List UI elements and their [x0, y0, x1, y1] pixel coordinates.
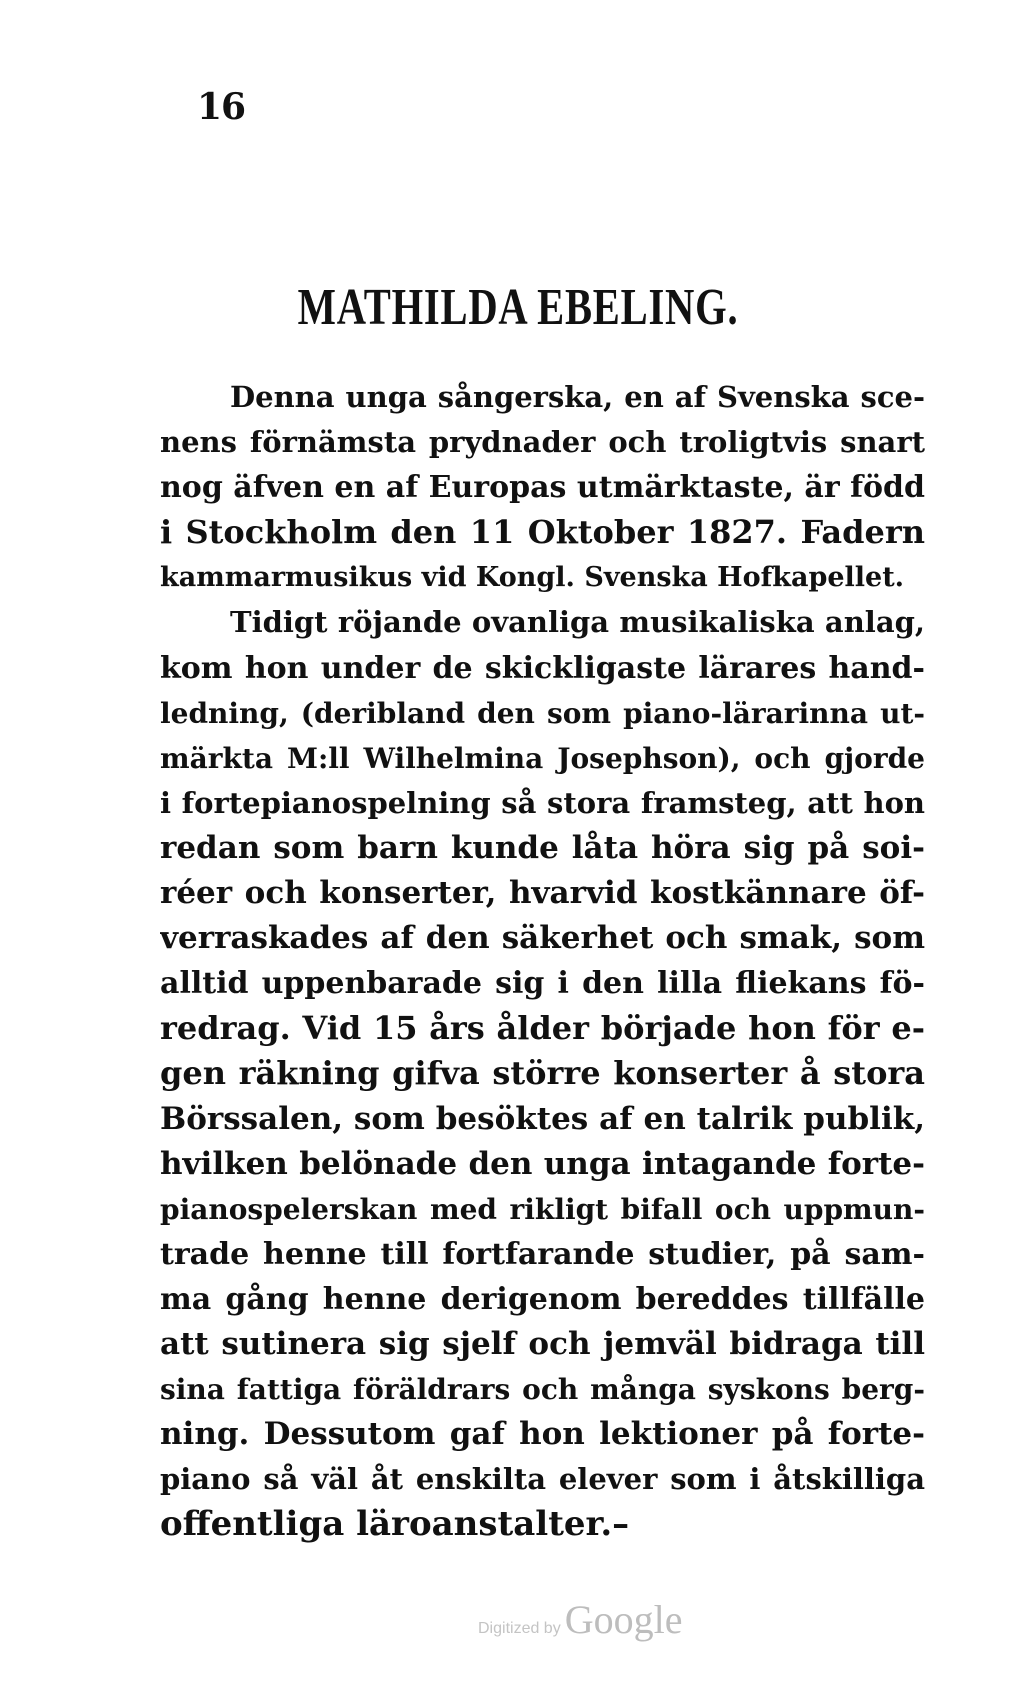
text-line: att sutinera sig sjelf och jemväl bidraga till	[160, 1325, 925, 1362]
text-line: redrag. Vid 15 års ålder började hon för e-	[160, 1009, 925, 1048]
google-logo-icon: Google	[564, 1597, 683, 1642]
text-line: alltid uppenbarade sig i den lilla fliekans fö-	[160, 966, 925, 1002]
text-line: Denna unga sångerska, en af Svenska sce-	[230, 380, 925, 414]
article-title: MATHILDA EBELING.	[297, 279, 739, 336]
text-line: nens förnämsta prydnader och troligtvis snart	[160, 425, 925, 460]
text-line: i Stockholm den 11 Oktober 1827. Fadern	[160, 513, 925, 552]
text-line: sina fattiga föräldrars och många syskons berg-	[160, 1373, 925, 1407]
text-line: ledning, (deribland den som piano-lärarinna ut-	[160, 696, 925, 730]
text-line: trade henne till fortfarande studier, på sam-	[160, 1236, 925, 1272]
text-line: réer och konserter, hvarvid kostkännare öf-	[160, 875, 925, 912]
text-line: redan som barn kunde låta höra sig på soi-	[160, 829, 925, 866]
text-line: i fortepianospelning så stora framsteg, att hon	[160, 785, 925, 820]
text-line: pianospelerskan med rikligt bifall och uppmun-	[160, 1192, 925, 1226]
text-line: offentliga läroanstalter.–	[160, 1504, 630, 1545]
text-line: kom hon under de skickligaste lärares hand-	[160, 650, 925, 686]
text-line: hvilken belönade den unga intagande forte-	[160, 1145, 925, 1182]
text-line: gen räkning gifva större konserter å stora	[160, 1054, 925, 1093]
text-line: kammarmusikus vid Kongl. Svenska Hofkapellet.	[160, 562, 905, 594]
text-line: Börssalen, som besöktes af en talrik publik,	[160, 1100, 925, 1137]
text-line: piano så väl åt enskilta elever som i åtskilliga	[160, 1462, 925, 1497]
watermark-prefix: Digitized by	[478, 1620, 561, 1637]
text-line: ma gång henne derigenom bereddes tillfälle	[160, 1281, 925, 1317]
text-line: märkta M:ll Wilhelmina Josephson), och gjorde	[160, 741, 925, 775]
text-line: nog äfven en af Europas utmärktaste, är född	[160, 470, 925, 506]
digitized-by-google-watermark	[478, 1596, 682, 1646]
text-line: verraskades af den säkerhet och smak, som	[160, 920, 925, 957]
text-line: Tidigt röjande ovanliga musikaliska anlag,	[230, 605, 925, 640]
article-body	[160, 375, 925, 1547]
page-number: 16	[197, 86, 246, 128]
text-line: ning. Dessutom gaf hon lektioner på forte-	[160, 1416, 925, 1453]
